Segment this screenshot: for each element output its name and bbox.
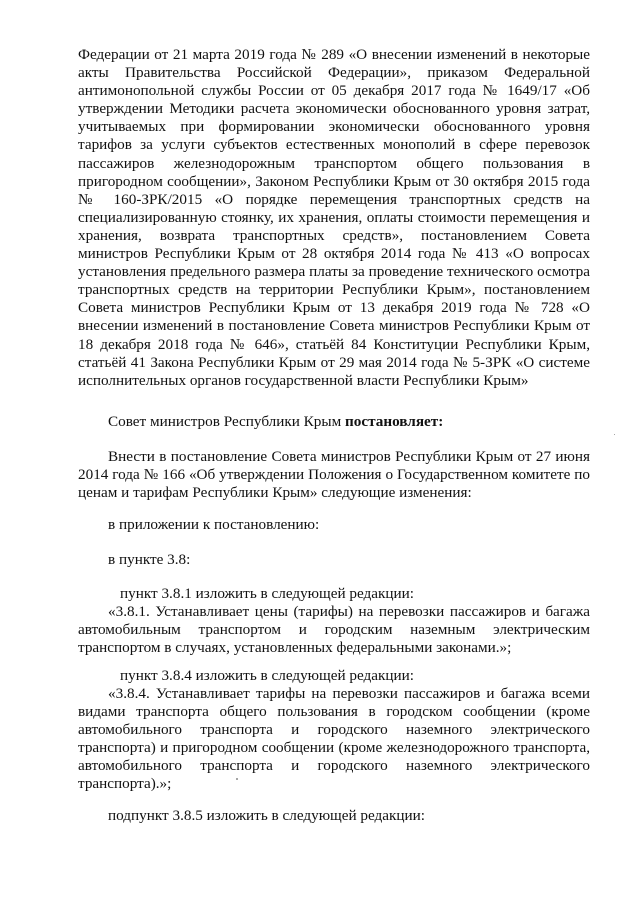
line-3-8-1-intro: пункт 3.8.1 изложить в следующей редакции: — [120, 585, 414, 602]
line-3-8-4-intro: пункт 3.8.4 изложить в следующей редакции: — [120, 667, 414, 684]
scan-speck — [236, 778, 238, 780]
paragraph-legal-basis: Федерации от 21 марта 2019 года № 289 «О внесении изменений в некоторые акты Правительства Российской Федерации», приказом Федеральной антимонопольной службы России от 05 декабря 2017 года № 1649/17 «Об утверждении Методики расчета экономически обоснованного уровня затрат, учитываемых при формировании экономически обоснованного уровня тарифов за услуги субъектов естественных монополий в сфере перевозок пассажиров железнодорожным транспортом общего пользования в пригородном сообщении», Законом Республики Крым от 30 октября 2015 года № 160-ЗРК/2015 «О порядке перемещения транспортных средств на специализированную стоянку, их хранения, оплаты стоимости перемещения и хранения, возврата транспортных средств», постановлением Совета министров Республики Крым от 28 октября 2014 года № 413 «О вопросах установления предельного размера платы за проведение технического осмотра транспортных средств на территории Республики Крым», постановлением Совета министров Республики Крым от 13 декабря 2019 года № 728 «О внесении изменений в постановление Совета министров Республики Крым от 18 декабря 2018 года № 646», статьёй 84 Конституции Республики Крым, статьёй 41 Закона Республики Крым от 29 мая 2014 года № 5-ЗРК «О системе исполнительных органов государственной власти Республики Крым» — [78, 46, 590, 389]
quote-3-8-4: «3.8.4. Устанавливает тарифы на перевозки пассажиров и багажа всеми видами транспорта общего пользования в городском сообщении (кроме автомобильного транспорта и городского наземного электрического транспорта) и пригородном сообщении (кроме железнодорожного транспорта, автомобильного транспорта и городского наземного электрического транспорта).»; — [78, 685, 590, 793]
council-prefix-text: Совет министров Республики Крым — [108, 413, 346, 430]
scan-speck — [614, 434, 615, 435]
paragraph-amend: Внести в постановление Совета министров Республики Крым от 27 июня 2014 года № 166 «Об утверждении Положения о Государственном комитете по ценам и тарифам Республики Крым» следующие изменения: — [78, 448, 590, 502]
line-clause-3-8: в пункте 3.8: — [108, 551, 191, 568]
line-appendix: в приложении к постановлению: — [108, 516, 320, 533]
council-resolves-bold: постановляет: — [345, 413, 444, 430]
council-resolves-line — [108, 413, 590, 431]
quote-3-8-1: «3.8.1. Устанавливает цены (тарифы) на перевозки пассажиров и багажа автомобильным транспортом и городским наземным электрическим транспортом в случаях, установленных федеральными законами.»; — [78, 603, 590, 657]
line-3-8-5-intro: подпункт 3.8.5 изложить в следующей редакции: — [108, 807, 425, 824]
